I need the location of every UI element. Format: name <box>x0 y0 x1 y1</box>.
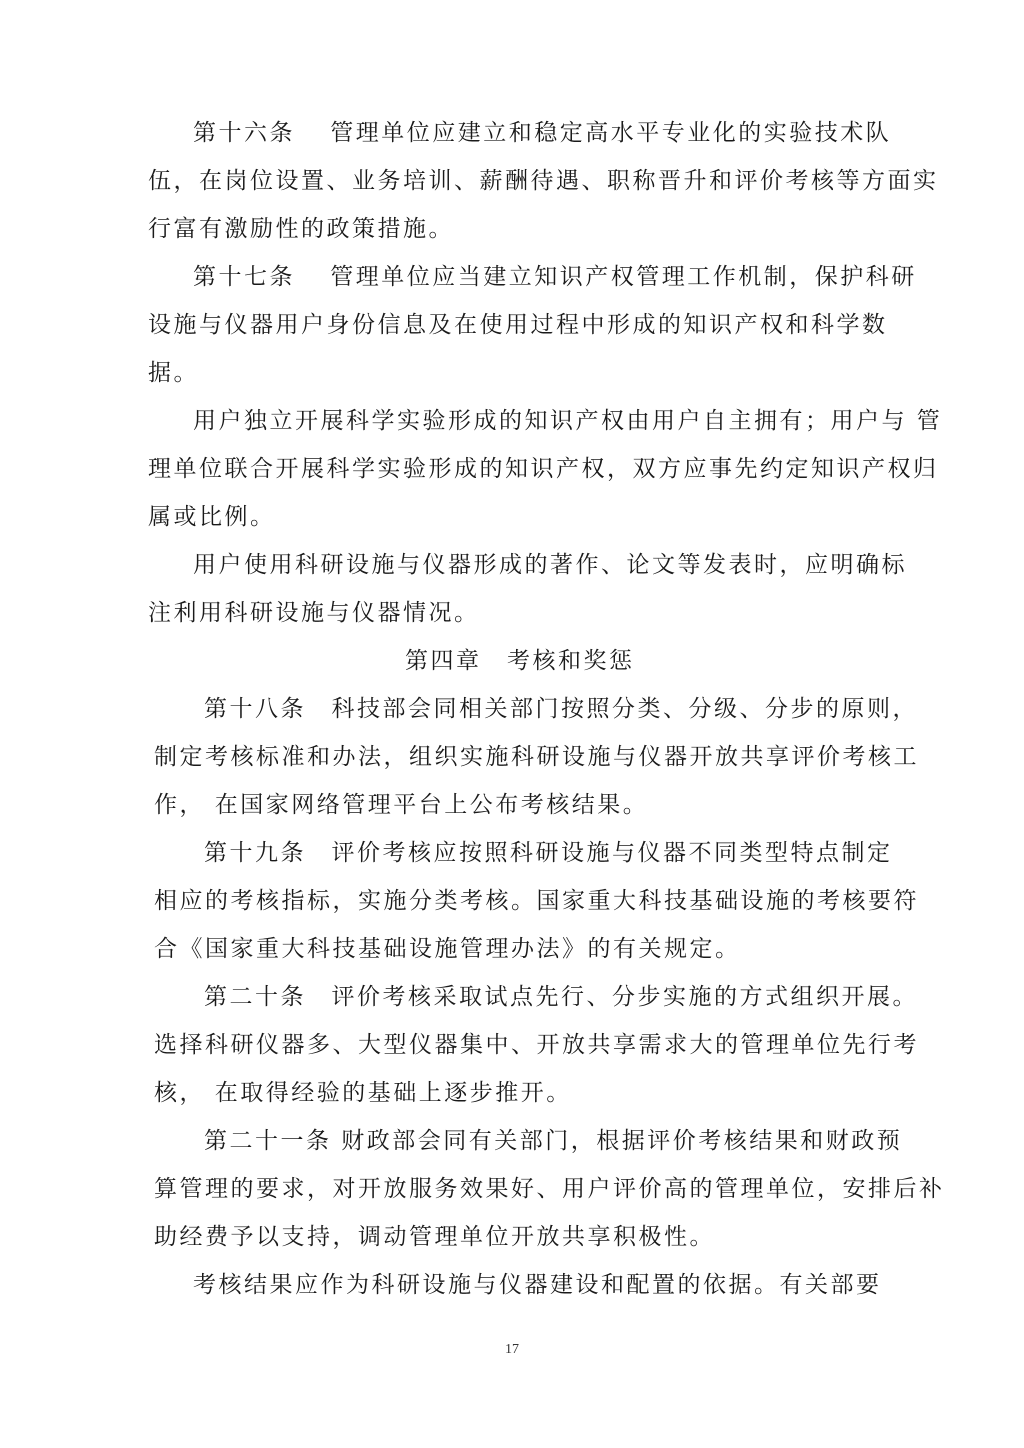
paragraph-publication-line-2: 注利用科研设施与仪器情况。 <box>148 600 480 626</box>
article-18-line-3: 作， 在国家网络管理平台上公布考核结果。 <box>154 792 649 818</box>
article-19-line-3: 合《国家重大科技基础设施管理办法》的有关规定。 <box>154 936 741 962</box>
paragraph-assessment-results-line-1: 考核结果应作为科研设施与仪器建设和配置的依据。有关部要 <box>193 1272 882 1298</box>
article-20-line-1: 第二十条 评价考核采取试点先行、分步实施的方式组织开展。 <box>204 984 918 1010</box>
article-16-line-3: 行富有激励性的政策措施。 <box>148 216 454 242</box>
page-number: 17 <box>505 1342 519 1357</box>
article-19-line-2: 相应的考核指标，实施分类考核。国家重大科技基础设施的考核要符 <box>154 888 919 914</box>
article-21-line-1: 第二十一条 财政部会同有关部门，根据评价考核结果和财政预 <box>204 1128 903 1154</box>
article-18-line-1: 第十八条 科技部会同相关部门按照分类、分级、分步的原则， <box>204 696 918 722</box>
paragraph-ip-ownership-line-1: 用户独立开展科学实验形成的知识产权由用户自主拥有；用户与 管 <box>193 408 943 434</box>
paragraph-publication-line-1: 用户使用科研设施与仪器形成的著作、论文等发表时，应明确标 <box>193 552 907 578</box>
article-17-line-2: 设施与仪器用户身份信息及在使用过程中形成的知识产权和科学数 <box>148 312 888 338</box>
paragraph-ip-ownership-line-3: 属或比例。 <box>148 504 276 530</box>
article-21-line-3: 助经费予以支持，调动管理单位开放共享积极性。 <box>154 1224 715 1250</box>
article-21-line-2: 算管理的要求，对开放服务效果好、用户评价高的管理单位，安排后补 <box>154 1176 945 1202</box>
article-16-line-1: 第十六条 管理单位应建立和稳定高水平专业化的实验技术队 <box>193 120 892 146</box>
article-18-line-2: 制定考核标准和办法，组织实施科研设施与仪器开放共享评价考核工 <box>154 744 919 770</box>
paragraph-ip-ownership-line-2: 理单位联合开展科学实验形成的知识产权，双方应事先约定知识产权归 <box>148 456 939 482</box>
article-19-line-1: 第十九条 评价考核应按照科研设施与仪器不同类型特点制定 <box>204 840 893 866</box>
chapter-heading: 第四章 考核和奖惩 <box>405 648 635 674</box>
article-17-line-3: 据。 <box>148 360 199 386</box>
article-16-line-2: 伍，在岗位设置、业务培训、薪酬待遇、职称晋升和评价考核等方面实 <box>148 168 939 194</box>
article-20-line-3: 核， 在取得经验的基础上逐步推开。 <box>154 1080 572 1106</box>
article-20-line-2: 选择科研仪器多、大型仪器集中、开放共享需求大的管理单位先行考 <box>154 1032 919 1058</box>
article-17-line-1: 第十七条 管理单位应当建立知识产权管理工作机制，保护科研 <box>193 264 917 290</box>
